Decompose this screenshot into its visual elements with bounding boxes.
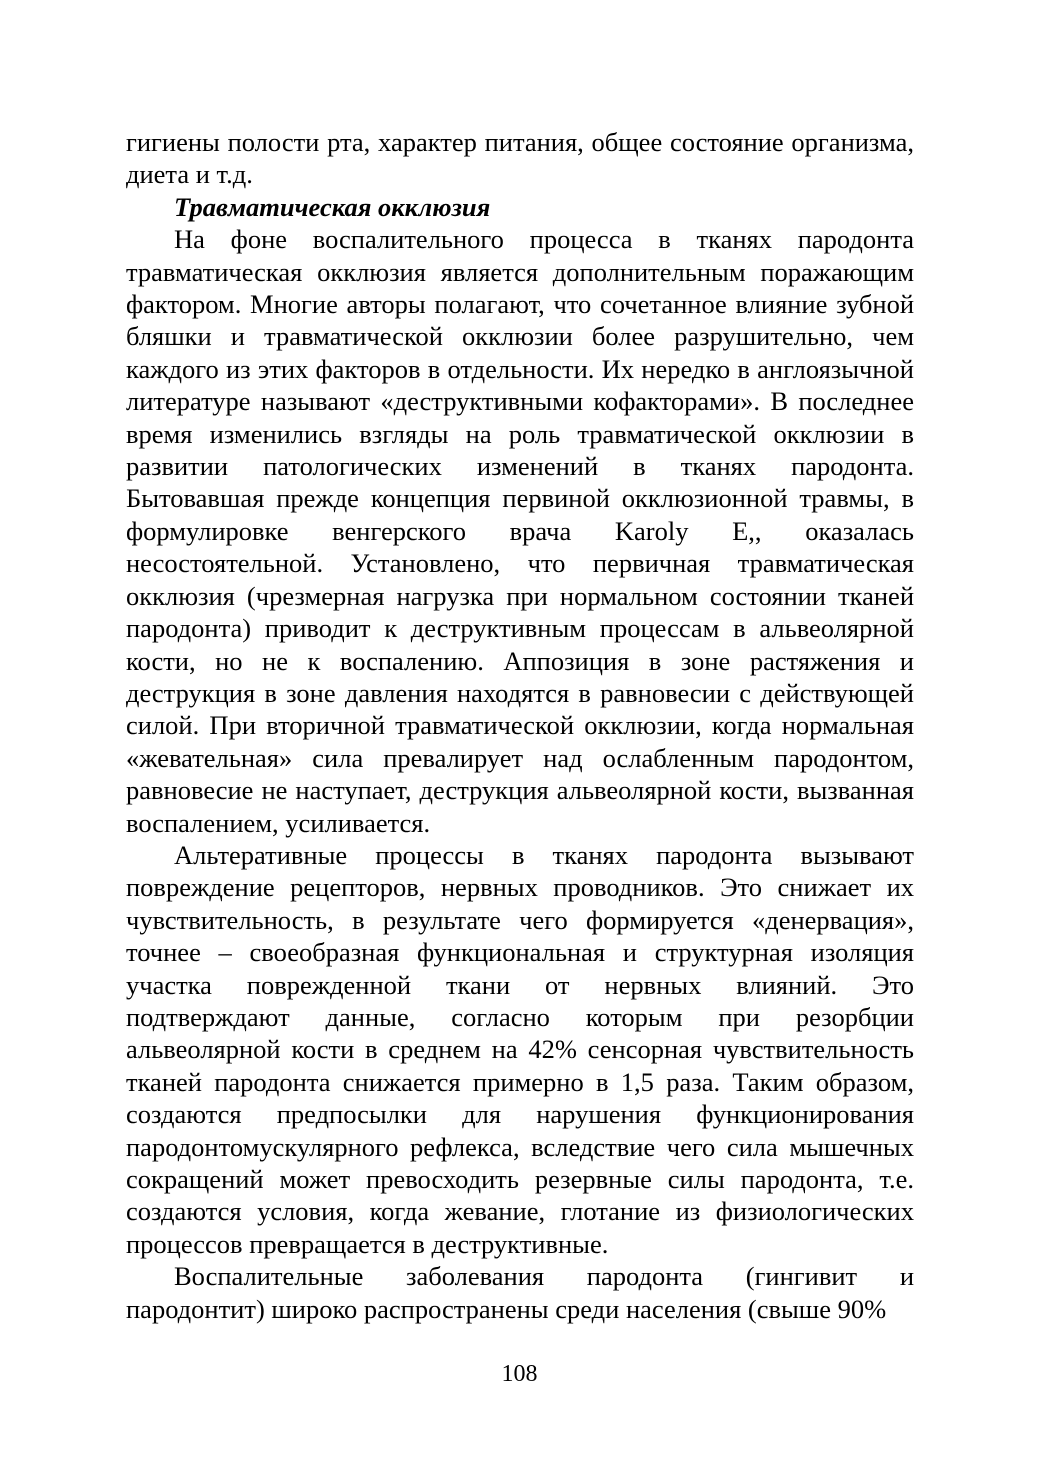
- paragraph-continuation: гигиены полости рта, характер питания, общее состояние организма, диета и т.д.: [126, 127, 914, 190]
- paragraph-traumatic-occlusion: На фоне воспалительного процесса в тканях пародонта травматическая окклюзия является дополнительным поражающим фактором. Многие авторы полагают, что сочетанное влияние зубной бляшки и травматической окклюзии более разрушительно, чем каждого из этих факторов в отдельности. Их нередко в англоязычной литературе называют «деструктивными кофакторами». В последнее время изменились взгляды на роль травматической окклюзии в развитии патологических изменений в тканях пародонта. Бытовавшая прежде концепция первиной окклюзионной травмы, в формулировке венгерского врача Karoly E,, оказалась несостоятельной. Установлено, что первичная травматическая окклюзия (чрезмерная нагрузка при нормальном состоянии тканей пародонта) приводит к деструктивным процессам в альвеолярной кости, но не к воспалению. Аппозиция в зоне растяжения и деструкция в зоне давления находятся в равновесии с действующей силой. При вторичной травматической окклюзии, когда нормальная «жевательная» сила превалирует над ослабленным пародонтом, равновесие не наступает, деструкция альвеолярной кости, вызванная воспалением, усиливается.: [126, 224, 914, 838]
- section-heading: Травматическая окклюзия: [174, 191, 491, 222]
- paragraph-alterative-processes: Альтеративные процессы в тканях пародонта вызывают повреждение рецепторов, нервных проводников. Это снижает их чувствительность, в результате чего формируется «денервация», точнее – своеобразная функциональная и структурная изоляция участка поврежденной ткани от нервных влияний. Это подтверждают данные, согласно которым при резорбции альвеолярной кости в среднем на 42% сенсорная чувствительность тканей пародонта снижается примерно в 1,5 раза. Таким образом, создаются предпосылки для нарушения функционирования пародонтомускулярного рефлекса, вследствие чего сила мышечных сокращений может превосходить резервные силы пародонта, т.е. создаются условия, когда жевание, глотание из физиологических процессов превращается в деструктивные.: [126, 839, 914, 1259]
- page-body: [126, 126, 914, 1325]
- paragraph-inflammatory-diseases: Воспалительные заболевания пародонта (гингивит и пародонтит) широко распространены среди населения (свыше 90%: [126, 1261, 914, 1324]
- page-number: 108: [501, 1361, 538, 1387]
